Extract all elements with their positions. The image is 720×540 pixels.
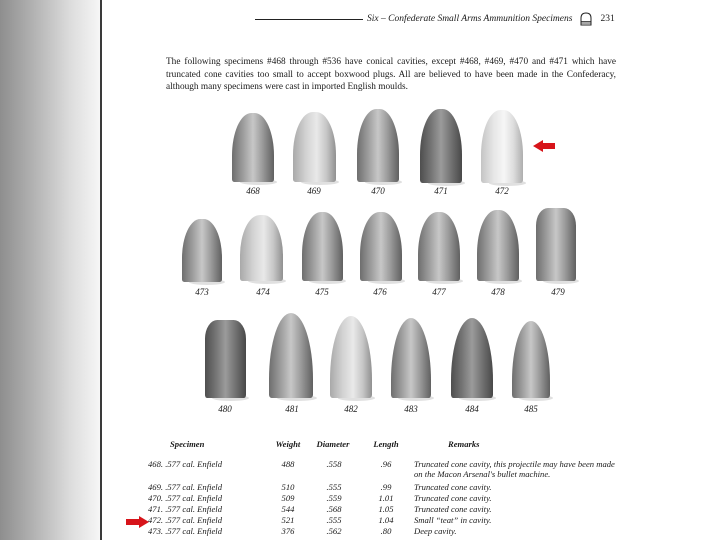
bullet-specimen-485 [512, 321, 550, 398]
specimen-number: 482 [344, 404, 358, 414]
specimen-number: 477 [432, 287, 446, 297]
cell-length: 1.01 [378, 493, 394, 503]
header-rule [255, 19, 363, 20]
specimen-number: 468 [246, 186, 260, 196]
cell-specimen: 472. .577 cal. Enfield [148, 515, 222, 525]
specimen-number: 478 [491, 287, 505, 297]
table-header [148, 439, 628, 451]
cell-length: 1.04 [378, 515, 394, 525]
cell-weight: 521 [281, 515, 295, 525]
cell-weight: 544 [281, 504, 295, 514]
cell-diameter: .558 [326, 459, 342, 469]
specimen-number: 473 [195, 287, 209, 297]
cell-weight: 509 [281, 493, 295, 503]
bullet-specimen-474 [240, 215, 283, 281]
specimen-number: 474 [256, 287, 270, 297]
table-row [148, 526, 628, 536]
running-header [255, 10, 615, 28]
cell-length: .99 [380, 482, 392, 492]
bullet-specimen-473 [182, 219, 222, 282]
bullet-specimen-482 [330, 316, 372, 398]
intro-paragraph: The following specimens #468 through #536 have conical cavities, except #468, #469, #470 and #471 which have truncated cone cavities too small to accept boxwood plugs. All are believed to have been made in the Confederacy, although many specimens were cast in imported English moulds. [166, 57, 616, 93]
specimen-number: 469 [307, 186, 321, 196]
bullet-specimen-478 [477, 210, 519, 281]
bullet-specimen-472 [481, 110, 523, 183]
specimen-number: 471 [434, 186, 448, 196]
cell-weight: 376 [281, 526, 295, 536]
cell-length: .80 [380, 526, 392, 536]
cell-weight: 488 [281, 459, 295, 469]
specimen-number: 484 [465, 404, 479, 414]
bullet-specimen-468 [232, 113, 274, 182]
specimen-number: 479 [551, 287, 565, 297]
bullet-specimen-471 [420, 109, 462, 183]
bullet-specimen-469 [293, 112, 336, 182]
table-row [148, 493, 628, 503]
cell-remarks: Truncated cone cavity. [414, 482, 492, 492]
table-row [148, 504, 628, 514]
header-remarks: Remarks [448, 439, 480, 449]
bullet-specimen-483 [391, 318, 431, 398]
cell-length: .96 [380, 459, 392, 469]
cell-specimen: 470. .577 cal. Enfield [148, 493, 222, 503]
cell-remarks: Truncated cone cavity, this projectile may have been made on the Macon Arsenal's bullet machine. [414, 459, 615, 479]
specimen-number: 470 [371, 186, 385, 196]
specimen-number: 485 [524, 404, 538, 414]
specimen-number: 472 [495, 186, 509, 196]
cell-remarks: Truncated cone cavity. [414, 504, 492, 514]
specimen-number: 476 [373, 287, 387, 297]
header-title: Six – Confederate Small Arms Ammunition Specimens [367, 14, 573, 24]
page-number: 231 [600, 14, 615, 24]
cell-specimen: 469. .577 cal. Enfield [148, 482, 222, 492]
table-row [148, 515, 628, 525]
cell-specimen: 473. .577 cal. Enfield [148, 526, 222, 536]
bullet-specimen-477 [418, 212, 460, 281]
bullet-specimen-479 [536, 208, 576, 281]
bullet-specimen-484 [451, 318, 493, 398]
cell-remarks: Small “teat” in cavity. [414, 515, 492, 525]
cell-remarks: Truncated cone cavity. [414, 493, 492, 503]
header-weight: Weight [275, 439, 301, 449]
binding-edge [100, 0, 102, 540]
specimen-number: 481 [285, 404, 299, 414]
cell-specimen: 468. .577 cal. Enfield [148, 459, 222, 469]
specimen-number: 483 [404, 404, 418, 414]
cell-length: 1.05 [378, 504, 394, 514]
bullet-specimen-481 [269, 313, 313, 398]
header-diameter: Diameter [316, 439, 350, 449]
bullet-specimen-480 [205, 320, 246, 398]
cell-diameter: .559 [326, 493, 342, 503]
specimen-number: 480 [218, 404, 232, 414]
cell-diameter: .555 [326, 515, 342, 525]
cell-diameter: .555 [326, 482, 342, 492]
header-length: Length [373, 439, 399, 449]
bullet-specimen-476 [360, 212, 402, 281]
table-row [148, 482, 628, 492]
table-row [148, 459, 628, 479]
cell-specimen: 471. .577 cal. Enfield [148, 504, 222, 514]
red-arrow-pointer [533, 140, 559, 152]
bullet-specimen-470 [357, 109, 399, 182]
bullet-specimen-475 [302, 212, 343, 281]
cell-diameter: .568 [326, 504, 342, 514]
cell-diameter: .562 [326, 526, 342, 536]
header-specimen: Specimen [170, 439, 205, 449]
cell-remarks: Deep cavity. [414, 526, 457, 536]
cell-weight: 510 [281, 482, 295, 492]
bullet-outline-icon [580, 12, 592, 26]
book-binding-shadow [0, 0, 100, 540]
red-arrow-pointer [126, 516, 149, 528]
specimen-number: 475 [315, 287, 329, 297]
